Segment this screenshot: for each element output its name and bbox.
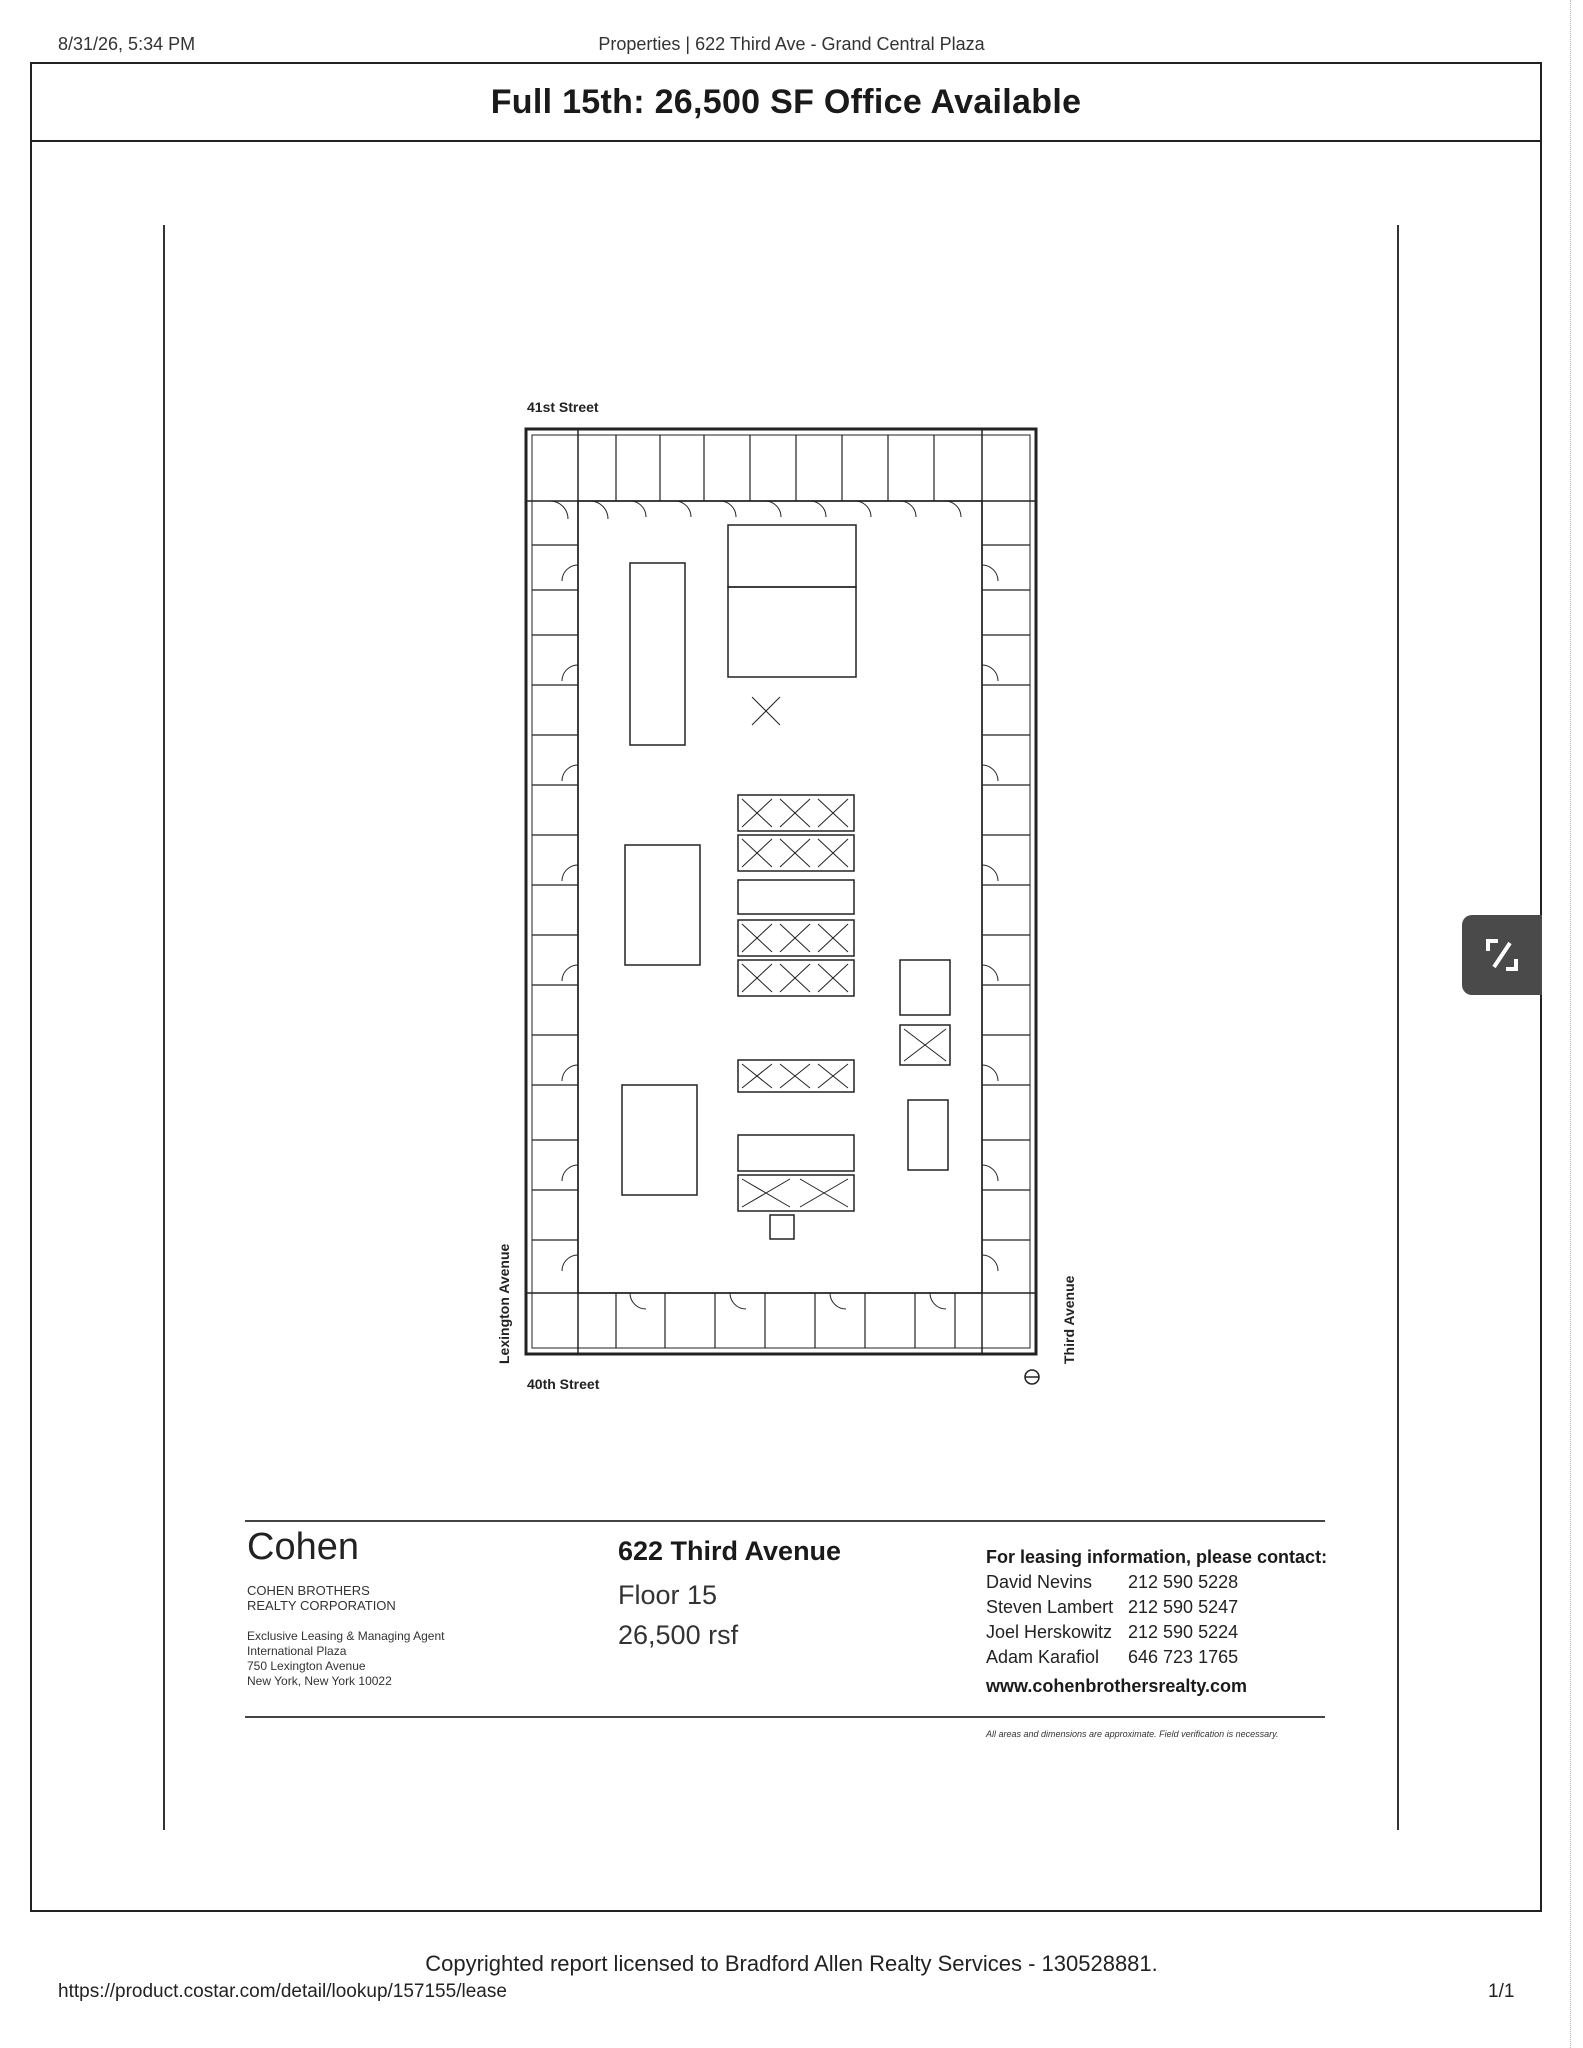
contact-name: Adam Karafiol [986, 1647, 1100, 1667]
footer-bottom-rule [245, 1716, 1325, 1718]
contact-phone: 646 723 1765 [1128, 1647, 1239, 1667]
fullscreen-expand-icon [1480, 933, 1524, 977]
street-label-east: Third Avenue [1061, 1275, 1077, 1364]
property-area: 26,500 rsf [618, 1620, 739, 1650]
contact-phone: 212 590 5224 [1128, 1622, 1239, 1642]
contact-name: Joel Herskowitz [986, 1622, 1113, 1642]
contact-row [986, 1597, 1238, 1618]
floor-plan-drawing [526, 429, 1039, 1384]
agent-line: New York, New York 10022 [247, 1674, 392, 1688]
agent-line: Exclusive Leasing & Managing Agent [247, 1629, 445, 1643]
flyer-title: Full 15th: 26,500 SF Office Available [490, 82, 1082, 121]
print-page-title: Properties | 622 Third Ave - Grand Central Plaza [598, 34, 985, 54]
agent-line: 750 Lexington Avenue [247, 1659, 366, 1673]
disclaimer-text: All areas and dimensions are approximate. Field verification is necessary. [986, 1729, 1279, 1739]
page-edge-divider [1570, 0, 1571, 2048]
street-label-north: 41st Street [527, 399, 599, 415]
right-margin-rule [1397, 225, 1399, 1830]
page-number: 1/1 [1488, 1981, 1515, 2002]
street-label-west: Lexington Avenue [496, 1243, 512, 1364]
street-label-south: 40th Street [527, 1376, 600, 1392]
copyright-notice: Copyrighted report licensed to Bradford Allen Realty Services - 130528881. [425, 1951, 1158, 1976]
property-floor: Floor 15 [618, 1580, 718, 1610]
contact-name: Steven Lambert [986, 1597, 1114, 1617]
contact-name: David Nevins [986, 1572, 1093, 1592]
footer-top-rule [245, 1520, 1325, 1522]
contact-row [986, 1647, 1238, 1668]
website-link[interactable]: www.cohenbrothersrealty.com [986, 1676, 1248, 1696]
agent-line: International Plaza [247, 1644, 347, 1658]
company-name-line2: REALTY CORPORATION [247, 1598, 396, 1613]
company-name-line1: COHEN BROTHERS [247, 1583, 370, 1598]
left-margin-rule [163, 225, 165, 1830]
fullscreen-toggle-button[interactable] [1462, 915, 1542, 995]
property-name: 622 Third Avenue [618, 1536, 842, 1566]
contact-heading: For leasing information, please contact: [986, 1547, 1328, 1567]
contact-phone: 212 590 5247 [1128, 1597, 1239, 1617]
cohen-logo: Cohen [247, 1526, 359, 1568]
contact-phone: 212 590 5228 [1128, 1572, 1239, 1592]
page-url[interactable]: https://product.costar.com/detail/lookup/157155/lease [58, 1981, 507, 2002]
contact-row [986, 1572, 1238, 1593]
print-datetime: 8/31/26, 5:34 PM [58, 34, 196, 54]
floor-plan [490, 395, 1050, 1405]
contact-row [986, 1622, 1238, 1643]
flyer-title-bar [32, 64, 1540, 142]
agent-address [247, 1629, 444, 1689]
